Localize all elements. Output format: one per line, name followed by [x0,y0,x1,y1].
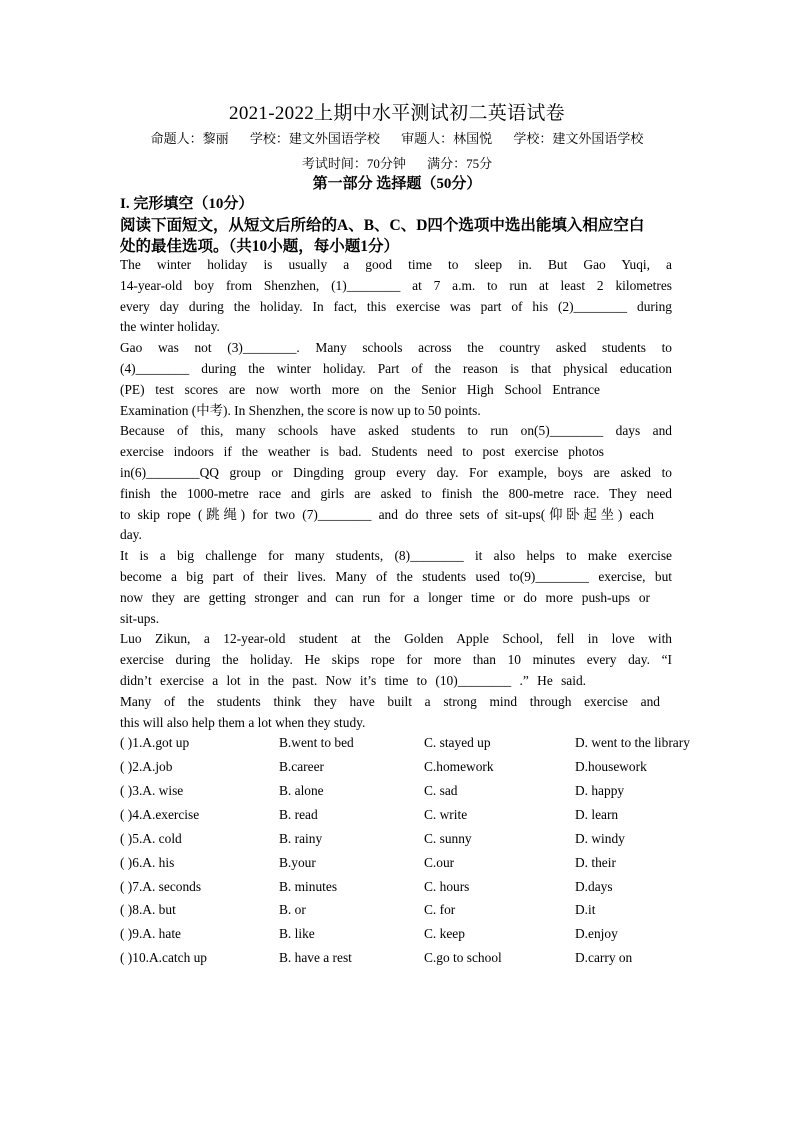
question-row [120,806,740,824]
option-b: B. read [279,807,318,822]
option-b: B. minutes [279,879,338,894]
option-b: B. like [279,926,315,941]
question-row [120,782,740,800]
option-b: B. or [279,902,306,917]
exam-score: 满分：75分 [427,156,493,171]
question-option-a: ( )2.A.job [120,759,173,774]
option-d: D. learn [575,807,619,822]
option-d: D. their [575,855,616,870]
passage-line: now they are getting stronger and can run for a longer time or do more push-ups or [120,590,650,605]
question-option-a: ( )9.A. hate [120,926,181,941]
passage-line: to skip rope (跳绳) for two (7)________ and do three sets of sit-ups(仰卧起坐) each [120,507,654,522]
passage-line: exercise indoors if the weather is bad. Students need to post exercise photos [120,444,604,459]
option-c: C. write [424,807,468,822]
option-d: D. went to the library [575,735,690,750]
option-b: B. have a rest [279,950,352,965]
passage-line: 14-year-old boy from Shenzhen, (1)________ at 7 a.m. to run at least 2 kilometres [120,278,672,293]
reviewer: 审题人：林国悦 [401,131,493,146]
question-row [120,854,740,872]
question-row [120,758,740,776]
option-d: D. windy [575,831,625,846]
passage-line: day. [120,527,142,542]
option-d: D. happy [575,783,625,798]
setter: 命题人：黎丽 [150,131,229,146]
option-d: D.enjoy [575,926,618,941]
question-option-a: ( )5.A. cold [120,831,182,846]
option-b: B. alone [279,783,324,798]
instruction-line: 处的最佳选项。（共10小题，每小题1分） [120,238,400,255]
question-row [120,830,740,848]
passage-line: Many of the students think they have built a strong mind through exercise and [120,694,660,709]
passage-line: every day during the holiday. In fact, this exercise was part of his (2)________ during [120,299,672,314]
question-row [120,901,740,919]
passage-line: Gao was not (3)________. Many schools across the country asked students to [120,340,672,355]
passage-line: exercise during the holiday. He skips rope for more than 10 minutes every day. “I [120,652,672,667]
question-option-a: ( )7.A. seconds [120,879,202,894]
question-row [120,878,740,896]
question-row [120,734,740,752]
question-option-a: ( )1.A.got up [120,735,190,750]
passage-line: in(6)________QQ group or Dingding group every day. For example, boys are asked to [120,465,672,480]
instruction-line: 阅读下面短文，从短文后所给的A、B、C、D四个选项中选出能填入相应空白 [120,217,645,234]
reviewer-school: 学校：建文外国语学校 [513,131,644,146]
question-option-a: ( )6.A. his [120,855,175,870]
option-c: C. sad [424,783,458,798]
question-row [120,949,740,967]
passage-line: The winter holiday is usually a good time to sleep in. But Gao Yuqi, a [120,257,672,272]
passage-line: Because of this, many schools have asked students to run on(5)________ days and [120,423,672,438]
passage-line: this will also help them a lot when they study. [120,715,366,730]
option-c: C. sunny [424,831,472,846]
passage-line: It is a big challenge for many students, (8)________ it also helps to make exercise [120,548,672,563]
section-heading: I. 完形填空（10分） [120,196,254,212]
passage-line: (PE) test scores are now worth more on the Senior High School Entrance [120,382,600,397]
passage-line: sit-ups. [120,611,160,626]
passage-line: Luo Zikun, a 12-year-old student at the Golden Apple School, fell in love with [120,631,672,646]
passage-line: the winter holiday. [120,319,220,334]
passage-line: finish the 1000-metre race and girls are asked to finish the 800-metre race. They need [120,486,672,501]
option-d: D.days [575,879,613,894]
exam-time: 考试时间：70分钟 [301,156,406,171]
option-c: C.homework [424,759,494,774]
option-c: C. hours [424,879,470,894]
passage-line: become a big part of their lives. Many of the students used to(9)________ exercise, but [120,569,672,584]
question-option-a: ( )4.A.exercise [120,807,200,822]
option-c: C. keep [424,926,465,941]
option-b: B. rainy [279,831,323,846]
passage-line: didn’t exercise a lot in the past. Now it’s time to (10)________ .” He said. [120,673,586,688]
option-b: B.your [279,855,316,870]
passage-line: Examination (中考). In Shenzhen, the score is now up to 50 points. [120,403,481,418]
option-c: C.our [424,855,455,870]
question-option-a: ( )3.A. wise [120,783,184,798]
exam-credits [0,128,794,147]
option-d: D.housework [575,759,647,774]
option-c: C.go to school [424,950,502,965]
option-c: C. for [424,902,456,917]
question-row [120,925,740,943]
option-b: B.career [279,759,324,774]
passage-line: (4)________ during the winter holiday. Part of the reason is that physical education [120,361,672,376]
option-d: D.carry on [575,950,633,965]
question-option-a: ( )8.A. but [120,902,176,917]
exam-info [0,153,794,172]
exam-title: 2021-2022上期中水平测试初二英语试卷 [229,103,565,124]
option-b: B.went to bed [279,735,354,750]
question-option-a: ( )10.A.catch up [120,950,208,965]
option-c: C. stayed up [424,735,491,750]
setter-school: 学校：建文外国语学校 [249,131,380,146]
part-heading: 第一部分 选择题（50分） [312,176,482,192]
option-d: D.it [575,902,596,917]
